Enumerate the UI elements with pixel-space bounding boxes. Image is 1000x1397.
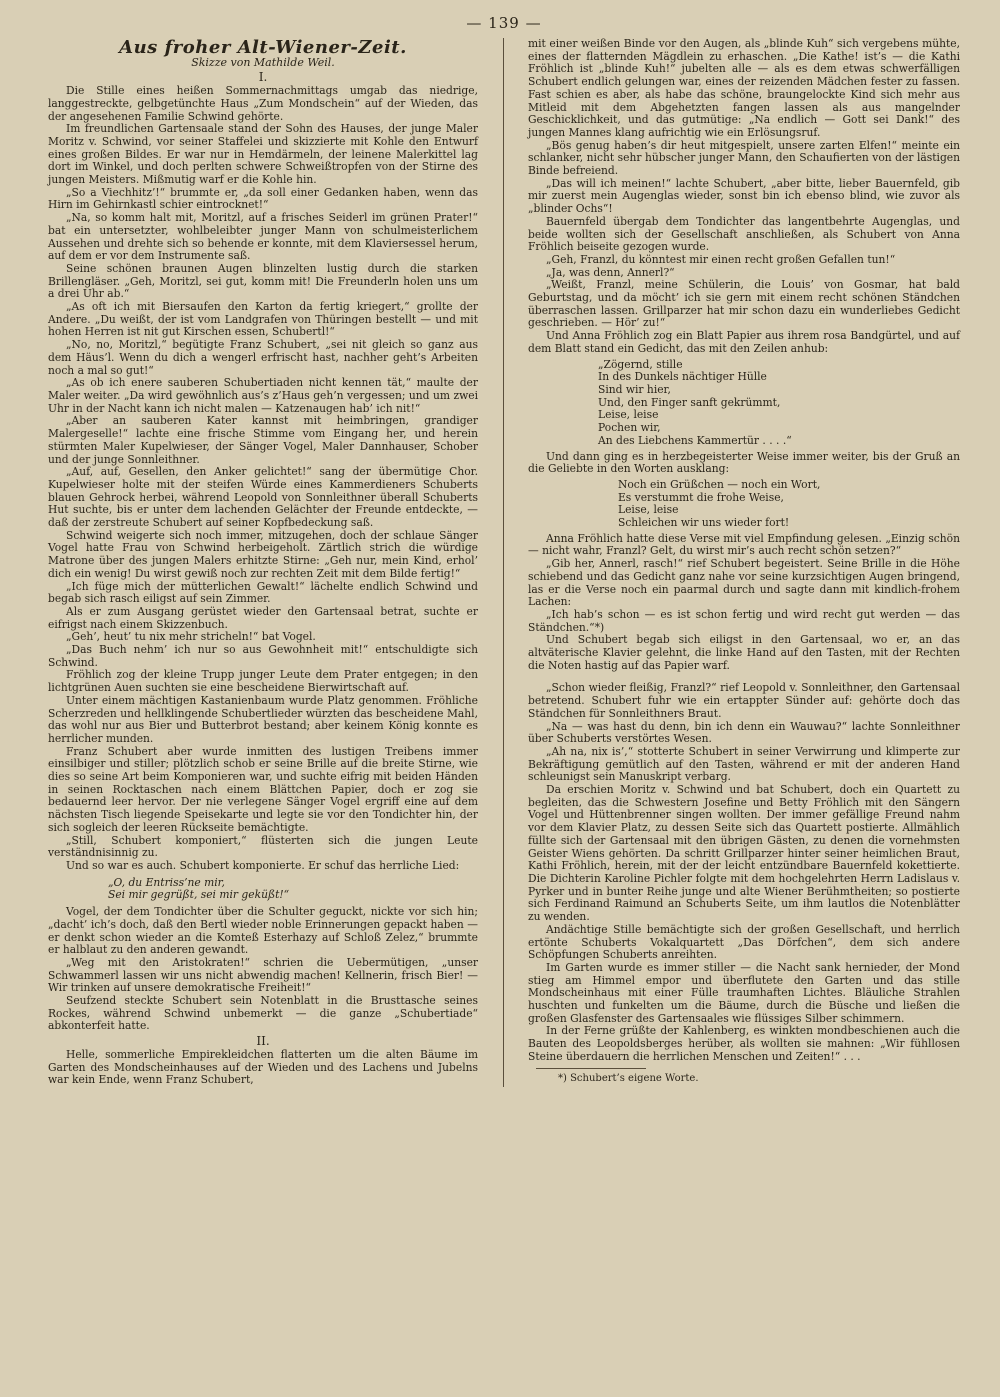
paragraph: „Auf, auf, Gesellen, den Anker gelichtet!“ sang der übermütige Chor. Kupelwieser holte mit der steifen Würde eines Kammerdieners Schuberts blauen Gehrock herbei, während Leopold von Sonnleithner überall Schuberts Hut suchte, bis er unter dem lachenden Gelächter der Freunde entdeckte, — daß der zerstreute Schubert auf seiner Kopfbedeckung saß. xyxy=(48,465,478,530)
paragraph: „Ja, was denn, Annerl?“ xyxy=(546,265,675,279)
poem-line: Pochen wir, xyxy=(598,421,661,435)
paragraph: „Geh’, heut’ tu nix mehr stricheln!“ bat Vogel. xyxy=(66,630,316,644)
paragraph: Die Stille eines heißen Sommernachmittags umgab das niedrige, langgestreckte, gelbgetünchte Haus „Zum Mondschein“ auf der Wieden, das der angesehenen Familie Schwind gehörte. xyxy=(48,84,478,123)
paragraph: Vogel, der dem Tondichter über die Schulter geguckt, nickte vor sich hin; „dacht’ ich’s doch, daß den Bertl wieder noble Erinnerungen gepackt haben — er denkt schon wieder an die Komteß Esterhazy auf Schloß Zelez,“ brummte er halblaut zu den anderen gewandt. xyxy=(48,905,478,957)
paragraph: „Bös genug haben’s dir heut mitgespielt, unsere zarten Elfen!“ meinte ein schlanker, nicht sehr hübscher junger Mann, den Schaufierten von der lästigen Binde befreiend. xyxy=(528,138,960,178)
poem-line: Noch ein Grüßchen — noch ein Wort, xyxy=(618,477,821,491)
section-heading-1: I. xyxy=(258,70,268,85)
paragraph: Fröhlich zog der kleine Trupp junger Leute dem Prater entgegen; in den lichtgrünen Auen suchten sie eine bescheidene Bierwirtschaft auf. xyxy=(48,668,478,695)
footnote-separator xyxy=(536,1068,646,1069)
paragraph: Schwind weigerte sich noch immer, mitzugehen, doch der schlaue Sänger Vogel hatte Frau von Schwind herbeigeholt. Zärtlich strich die würdige Matrone über des jungen Malers erhitzte Stirne: „Geh nur, mein Kind, erhol’ dich ein wenig! Du wirst gewiß noch zur rechten Zeit mit dem Bilde fertig!“ xyxy=(48,528,478,580)
paragraph: Im freundlichen Gartensaale stand der Sohn des Hauses, der junge Maler Moritz v. Schwind, vor seiner Staffelei und skizzierte mit Kohle den Entwurf eines großen Bildes. Er war nur in Hemdärmeln, der leinene Malerkittel lag dort im Winkel, und doch perlten schwere Schweißtropfen von der Stirne des jungen Meisters. Mißmutig warf er die Kohle hin. xyxy=(48,122,478,187)
paragraph: „Weg mit den Aristokraten!“ schrien die Uebermütigen, „unser Schwammerl lassen wir uns nicht abwendig machen! Kellnerin, frisch Bier! — Wir trinken auf unsere demokratische Freiheit!“ xyxy=(48,955,478,995)
poem-line: In des Dunkels nächtiger Hülle xyxy=(598,370,767,384)
poem-line: „O, du Entriss’ne mir, xyxy=(108,875,225,889)
poem-line: Leise, leise xyxy=(598,408,659,422)
paragraph: mit einer weißen Binde vor den Augen, als „blinde Kuh“ sich vergebens mühte, eines der flatternden Mägdlein zu erhaschen. „Die Kathe! ist’s — die Kathi Fröhlich ist „blinde Kuh!“ jubelten alle — als es dem etwas schwerfälligen Schubert endlich gelungen war, eines der reizenden Mädchen fester zu fassen. Fast schien es aber, als habe das schöne, braungelockte Kind sich mehr aus Mitleid mit dem Abgehetzten fangen lassen als aus mangelnder Geschicklichkeit, und das gutmütige: „Na endlich — Gott sei Dank!“ des jungen Mannes klang aufrichtig wie ein Erlösungsruf. xyxy=(528,37,960,139)
paragraph: Da erschien Moritz v. Schwind und bat Schubert, doch ein Quartett zu begleiten, das die Schwestern Josefine und Betty Fröhlich mit den Sängern Vogel und Hüttenbrenner singen wollten. Der immer gefällige Freund nahm vor dem Klavier Platz, zu dessen Seite sich das Quartett postierte. Allmählich füllte sich der Gartensaal mit den übrigen Gästen, zu denen die vornehmsten Geister Wiens gehörten. Da schritt Grillparzer hinter seiner heimlichen Braut, Kathi Fröhlich, herein, mit der der leicht entzündbare Bauernfeld kokettierte. Die Dichterin Karoline Pichler folgte mit dem hochgelehrten Herrn Ladislaus v. Pyrker und in bunter Reihe junge und alte Wiener Berühmtheiten; so postierte sich Ferdinand Raimund an Schuberts Seite, um ihm lautlos die Notenblätter zu wenden. xyxy=(528,783,960,924)
paragraph: „Ich füge mich der mütterlichen Gewalt!“ lächelte endlich Schwind und begab sich rasch eiligst auf sein Zimmer. xyxy=(48,579,478,606)
paragraph: „No, no, Moritzl,“ begütigte Franz Schubert, „sei nit gleich so ganz aus dem Häus’l. Wenn du dich a wengerl erfrischt hast, nachher geht’s Arbeiten noch a mal so gut!“ xyxy=(48,338,478,377)
two-columns xyxy=(48,38,960,1087)
paragraph: „As oft ich mit Biersaufen den Karton da fertig kriegert,“ grollte der Andere. „Du weißt, der ist vom Landgrafen von Thüringen bestellt — und mit hohen Herren ist nit gut Kirschen essen, Schubertl!“ xyxy=(48,300,478,339)
paragraph: Und Anna Fröhlich zog ein Blatt Papier aus ihrem rosa Bandgürtel, und auf dem Blatt stand ein Gedicht, das mit den Zeilen anhub: xyxy=(528,329,960,355)
column-divider xyxy=(503,38,504,1087)
paragraph: Bauernfeld übergab dem Tondichter das langentbehrte Augenglas, und beide wollten sich der Gesellschaft anschließen, als Schubert von Anna Fröhlich beiseite gezogen wurde. xyxy=(528,214,960,254)
section-heading-2: II. xyxy=(256,1034,270,1049)
paragraph: Unter einem mächtigen Kastanienbaum wurde Platz genommen. Fröhliche Scherzreden und hellklingende Schubertlieder würzten das bescheidene Mahl, das wohl nur aus Bier und Butterbrot bestand; aber keinem König konnte es herrlicher munden. xyxy=(48,693,478,745)
poem-line: „Zögernd, stille xyxy=(598,357,683,371)
paragraph: Helle, sommerliche Empirekleidchen flatterten um die alten Bäume im Garten des Mondscheinhauses auf der Wieden und des Lachens und Jubelns war kein Ende, wenn Franz Schubert, xyxy=(48,1047,478,1087)
paragraph: „Gib her, Annerl, rasch!“ rief Schubert begeistert. Seine Brille in die Höhe schiebend und das Gedicht ganz nahe vor seine kurzsichtigen Augen bringend, las er die Verse noch ein paarmal durch und sagte dann mit kindlich-frohem Lachen: xyxy=(528,557,960,609)
poem-standchen-opening xyxy=(598,359,960,448)
paragraph: „Weißt, Franzl, meine Schülerin, die Louis’ von Gosmar, hat bald Geburtstag, und da möcht’ ich sie gern mit einem recht schönen Ständchen überraschen lassen. Grillparzer hat mir schon dazu ein wunderliebes Gedicht geschrieben. — Hör’ zu!“ xyxy=(528,278,960,330)
paragraph: Anna Fröhlich hatte diese Verse mit viel Empfindung gelesen. „Einzig schön — nicht wahr, Franzl? Gelt, du wirst mir’s auch recht schön setzen?“ xyxy=(528,531,960,558)
paragraph: „Aber an sauberen Kater kannst mit heimbringen, grandiger Malergeselle!“ lachte eine frische Stimme vom Eingang her, und herein stürmten Maler Kupelwieser, der Sänger Vogel, Maler Dannhauser, Schober und der junge Sonnleithner. xyxy=(48,414,478,466)
paragraph: „Na — was hast du denn, bin ich denn ein Wauwau?“ lachte Sonnleithner über Schuberts verstörtes Wesen. xyxy=(528,719,960,746)
poem-line: Es verstummt die frohe Weise, xyxy=(618,490,784,504)
paragraph: Und Schubert begab sich eiligst in den Gartensaal, wo er, an das altväterische Klavier gelehnt, die linke Hand auf den Tasten, mit der Rechten die Noten hastig auf das Papier warf. xyxy=(528,633,960,672)
paragraph: „As ob ich enere sauberen Schubertiaden nicht kennen tät,“ maulte der Maler weiter. „Da wird gewöhnlich aus’s z’Haus geh’n vergessen; und um zwei Uhr in der Nacht kann ich nicht malen — Katzenaugen hab’ ich nit!“ xyxy=(48,376,478,415)
paragraph: „Still, Schubert komponiert,“ flüsterten sich die jungen Leute verständnisinnig zu. xyxy=(48,833,478,860)
poem-line: Leise, leise xyxy=(618,503,679,517)
paragraph: Seufzend steckte Schubert sein Notenblatt in die Brusttasche seines Rockes, während Schwind unbemerkt — die ganze „Schubertiade“ abkonterfeit hatte. xyxy=(48,994,478,1033)
paragraph: „Ich hab’s schon — es ist schon fertig und wird recht gut werden — das Ständchen.“*) xyxy=(528,607,960,634)
paragraph: Seine schönen braunen Augen blinzelten lustig durch die starken Brillengläser. „Geh, Moritzl, sei gut, komm mit! Die Freunderln holen uns um a drei Uhr ab.“ xyxy=(48,261,478,301)
poem-standchen-ending xyxy=(618,479,960,530)
left-column xyxy=(48,38,478,1087)
poem-line: Sei mir gegrüßt, sei mir geküßt!“ xyxy=(108,888,290,902)
paragraph: „Geh, Franzl, du könntest mir einen recht großen Gefallen tun!“ xyxy=(546,252,896,266)
paragraph: „Na, so komm halt mit, Moritzl, auf a frisches Seiderl im grünen Prater!“ bat ein untersetzter, wohlbeleibter junger Mann von schulmeisterlichem Aussehen und drehte sich so behende er konnte, mit dem Klaviersessel herum, auf dem er vor dem Instrumente saß. xyxy=(48,211,478,263)
paragraph: Andächtige Stille bemächtigte sich der großen Gesellschaft, und herrlich ertönte Schuberts Vokalquartett „Das Dörfchen“, dem sich andere Schöpfungen Schuberts anreihten. xyxy=(528,922,960,962)
poem-line: Und, den Finger sanft gekrümmt, xyxy=(598,395,781,409)
right-column xyxy=(528,38,960,1087)
article-subtitle: Skizze von Mathilde Weil. xyxy=(191,55,335,69)
paragraph: „So a Viechhitz’!“ brummte er, „da soll einer Gedanken haben, wenn das Hirn im Gehirnkastl schier eintrocknet!“ xyxy=(48,185,478,212)
poem-line: An des Liebchens Kammertür . . . .“ xyxy=(598,433,792,447)
article-title: Aus froher Alt-Wiener-Zeit. xyxy=(119,37,407,58)
paragraph: Im Garten wurde es immer stiller — die Nacht sank hernieder, der Mond stieg am Himmel empor und überflutete den Garten und das stille Mondscheinhaus mit einer Fülle traumhaften Lichtes. Bläuliche Strahlen huschten und funkelten um die Bäume, durch die Büsche und ließen die großen Glasfenster des Gartensaales wie flüssiges Silber schimmern. xyxy=(528,960,960,1025)
paragraph: „Das Buch nehm’ ich nur so aus Gewohnheit mit!“ entschuldigte sich Schwind. xyxy=(48,643,478,669)
poem-line: Schleichen wir uns wieder fort! xyxy=(618,516,790,530)
page-number: — 139 — xyxy=(466,14,542,32)
poem-lines xyxy=(108,877,478,902)
paragraph: „Schon wieder fleißig, Franzl?“ rief Leopold v. Sonnleithner, den Gartensaal betretend. Schubert fuhr wie ein ertappter Sünder auf: gehörte doch das Ständchen für Sonnleithners Braut. xyxy=(528,681,960,720)
poem-line: Sind wir hier, xyxy=(598,382,671,396)
paragraph: „Ah na, nix is’,“ stotterte Schubert in seiner Verwirrung und klimperte zur Bekräftigung gemütlich auf den Tasten, während er mit der anderen Hand schleunigst sein Manuskript verbarg. xyxy=(528,744,960,784)
paragraph: Franz Schubert aber wurde inmitten des lustigen Treibens immer einsilbiger und stiller; plötzlich schob er seine Brille auf die breite Stirne, wie dies so seine Art beim Komponieren war, und suchte eifrig mit beiden Händen in seinen Rocktaschen nach einem Blättchen Papier, doch er zog sie bedauernd leer hervor. Der nie verlegene Sänger Vogel ergriff eine auf dem nächsten Tisch liegende Speisekarte und legte sie vor den Tondichter hin, der sich sogleich der leeren Rückseite bemächtigte. xyxy=(48,744,478,834)
paragraph: Und dann ging es in herzbegeisterter Weise immer weiter, bis der Gruß an die Geliebte in den Worten ausklang: xyxy=(528,449,960,476)
paragraph: In der Ferne grüßte der Kahlenberg, es winkten mondbeschienen auch die Bauten des Leopoldsberges herüber, als wollten sie mahnen: „Wir fühllosen Steine überdauern die herrlichen Menschen und Zeiten!“ . . . xyxy=(528,1024,960,1063)
footnote: *) Schubert’s eigene Worte. xyxy=(558,1072,699,1084)
paragraph: Als er zum Ausgang gerüstet wieder den Gartensaal betrat, suchte er eifrigst nach einem Skizzenbuch. xyxy=(48,604,478,631)
paragraph: „Das will ich meinen!“ lachte Schubert, „aber bitte, lieber Bauernfeld, gib mir zuerst mein Augenglas wieder, sonst bin ich ebenso blind, wie zuvor als „blinder Ochs“! xyxy=(528,176,960,216)
paragraph: Und so war es auch. Schubert komponierte. Er schuf das herrliche Lied: xyxy=(66,859,460,872)
